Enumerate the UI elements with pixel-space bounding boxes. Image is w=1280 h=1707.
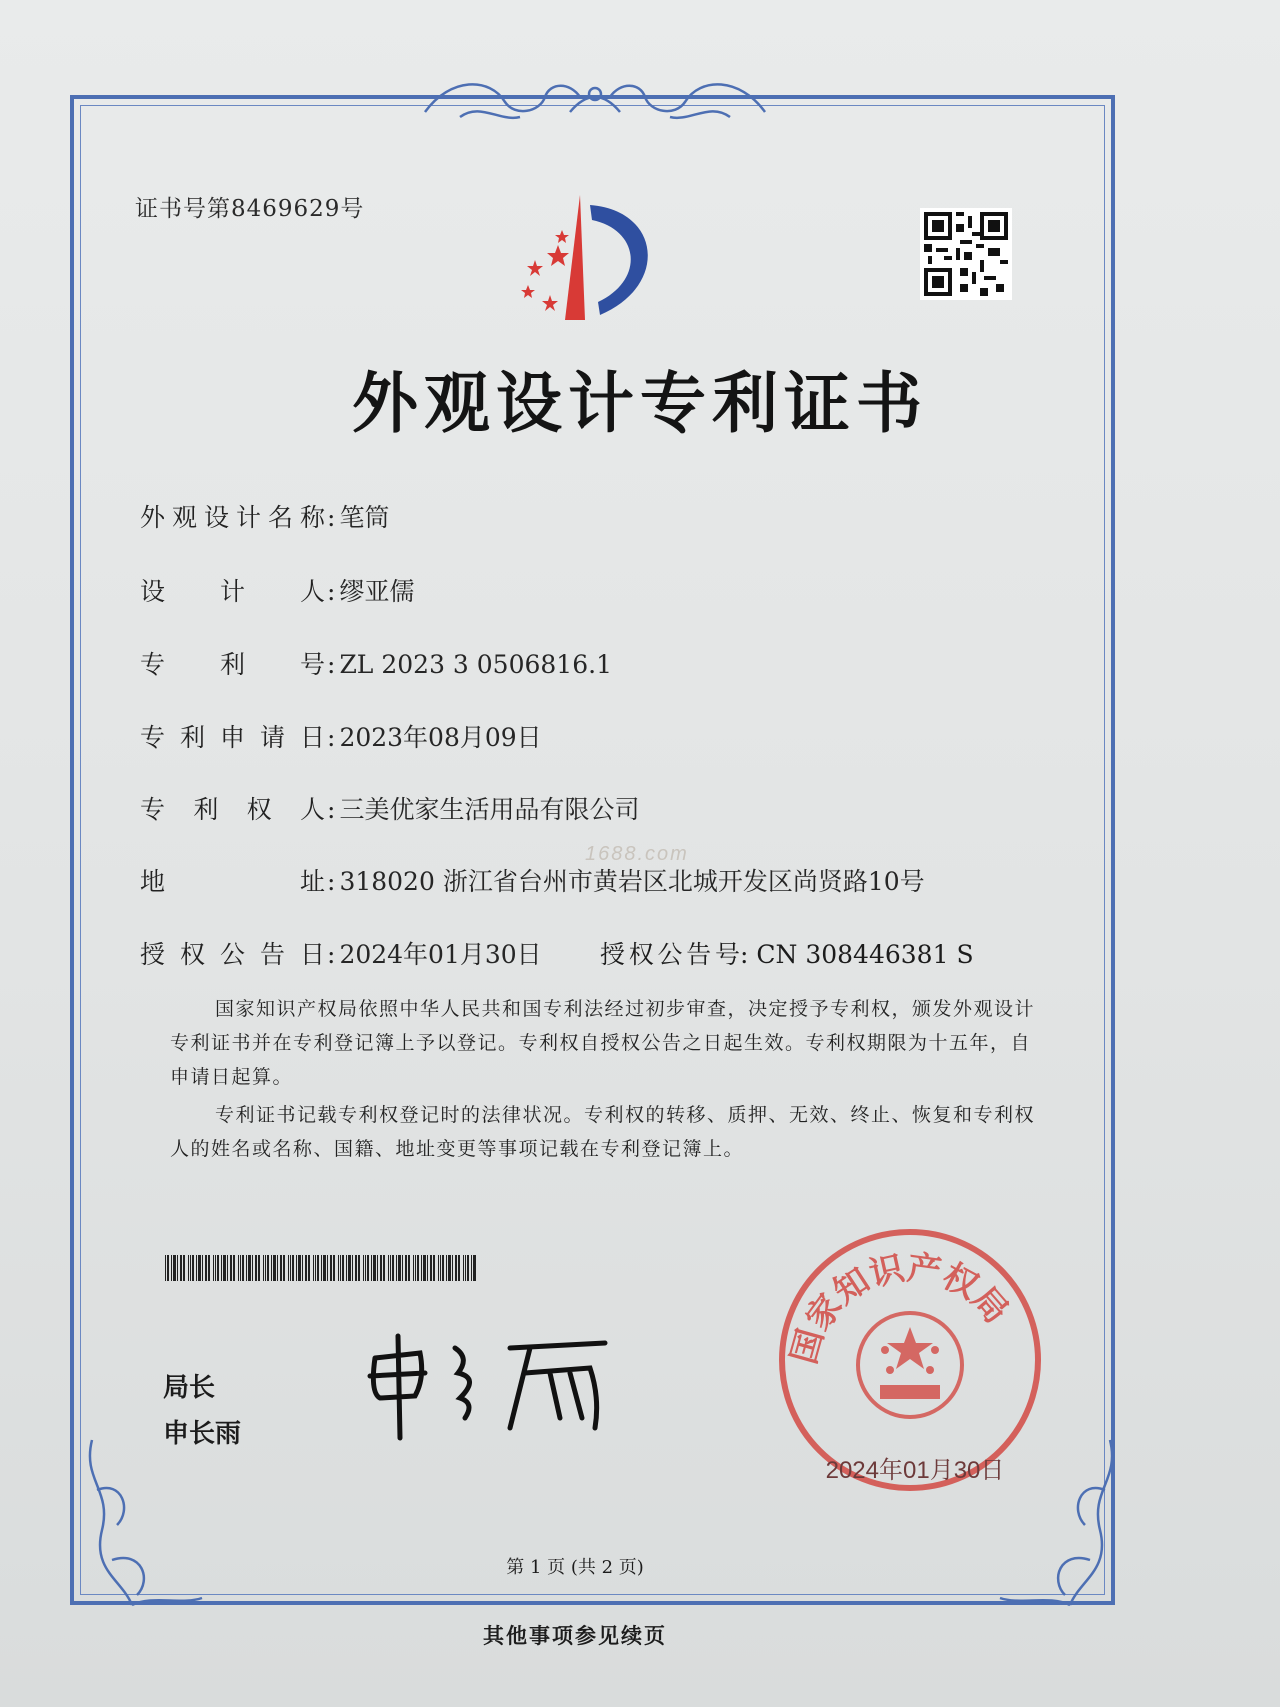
field-filing-date: 专利申请日 : 2023年08月09日 (140, 718, 542, 754)
page-indicator: 第 1 页 (共 2 页) (506, 1557, 644, 1578)
field-label: 专利号 (140, 650, 325, 679)
field-value: ZL 2023 3 0506816.1 (339, 650, 612, 679)
field-designer: 设计人 : 缪亚儒 (140, 572, 414, 608)
field-label: 外观设计名称 (140, 503, 325, 532)
field-label: 地址 (140, 867, 325, 896)
field-design-name: 外观设计名称 : 笔筒 (140, 498, 389, 534)
paragraph-grant-statement: 国家知识产权局依照中华人民共和国专利法经过初步审查，决定授予专利权，颁发外观设计专利证书并在专利登记簿上予以登记。专利权自授权公告之日起生效。专利权期限为十五年，自申请日起算。 (170, 998, 1036, 1088)
certificate-title: 外观设计专利证书 (352, 365, 928, 442)
handwritten-signature (360, 1318, 620, 1448)
barcode-icon (165, 1255, 477, 1281)
seal-date: 2024年01月30日 (825, 1457, 1005, 1484)
field-label: 授权公告日 (140, 940, 325, 969)
top-ornament-icon (420, 72, 770, 132)
paragraph-legal-status: 专利证书记载专利权登记时的法律状况。专利权的转移、质押、无效、终止、恢复和专利权人的姓名或名称、国籍、地址变更等事项记载在专利登记簿上。 (170, 1104, 1036, 1160)
field-address: 地址 : 318020 浙江省台州市黄岩区北城开发区尚贤路10号 (140, 862, 925, 898)
field-patentee: 专利权人 : 三美优家生活用品有限公司 (140, 790, 639, 826)
field-value: 2023年08月09日 (339, 723, 542, 752)
seal-text: 国家知识产权局 (784, 1247, 1017, 1369)
field-label: 授权公告号 (600, 940, 740, 969)
field-value: CN 308446381 S (756, 940, 974, 969)
signatory-title: 局长 (163, 1373, 216, 1403)
field-grant-date: 授权公告日 : 2024年01月30日 (140, 935, 542, 971)
certificate-number: 证书号第8469629号 (135, 196, 365, 222)
field-value: 三美优家生活用品有限公司 (339, 795, 640, 824)
signatory-name: 申长雨 (163, 1419, 242, 1449)
field-grant-number: 授权公告号: CN 308446381 S (600, 935, 974, 971)
cnipa-logo-icon (510, 190, 690, 335)
qr-code-icon (920, 208, 1012, 300)
field-label: 专利权人 (140, 795, 325, 824)
field-label: 设计人 (140, 577, 325, 606)
watermark: 1688.com (585, 843, 689, 865)
signatory-block (163, 1365, 241, 1457)
continuation-note: 其他事项参见续页 (483, 1623, 667, 1648)
field-value: 2024年01月30日 (339, 940, 542, 969)
field-label: 专利申请日 (140, 723, 325, 752)
field-value: 笔筒 (339, 503, 390, 532)
field-value: 318020 浙江省台州市黄岩区北城开发区尚贤路10号 (339, 867, 925, 896)
bottom-left-ornament-icon (72, 1430, 212, 1620)
field-patent-number: 专利号 : ZL 2023 3 0506816.1 (140, 645, 612, 681)
field-value: 缪亚儒 (339, 577, 415, 606)
